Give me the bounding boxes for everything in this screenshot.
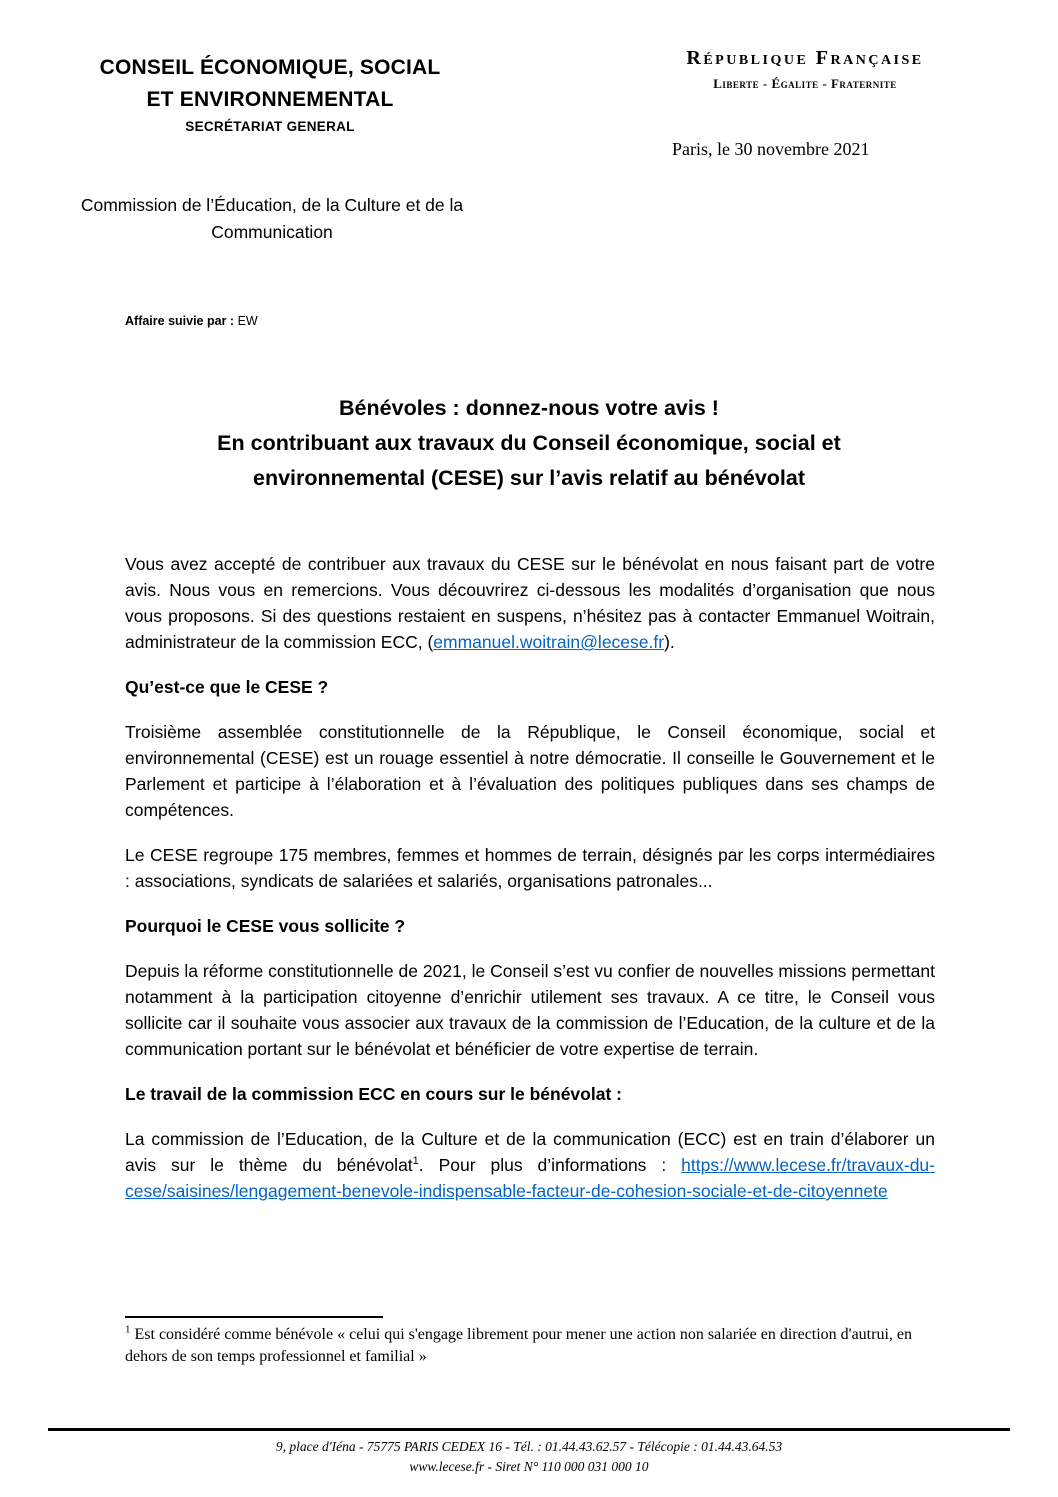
org-name-line2: ET ENVIRONNEMENTAL xyxy=(146,88,394,111)
title-line3: environnemental (CESE) sur l’avis relatif au bénévolat xyxy=(253,466,805,490)
commission-line2: Communication xyxy=(211,222,333,242)
commission-name xyxy=(58,192,486,246)
section1-heading: Qu’est-ce que le CESE ? xyxy=(125,677,329,697)
section1-paragraph2: Le CESE regroupe 175 membres, femmes et hommes de terrain, désignés par les corps intermédiaires : associations, syndicats de salariées et salariés, organisations patronales... xyxy=(125,845,935,891)
footer-rule xyxy=(48,1428,1010,1431)
org-name-line1: CONSEIL ÉCONOMIQUE, SOCIAL xyxy=(99,56,441,79)
cese-url-link[interactable]: https://www.lecese.fr/travaux-du-cese/saisines/lengagement-benevole-indispensable-facteur-de-cohesion-sociale-et-de-citoyennete xyxy=(125,1155,935,1201)
title-line1: Bénévoles : donnez-nous votre avis ! xyxy=(339,396,719,420)
section2-paragraph1: Depuis la réforme constitutionnelle de 2021, le Conseil s’est vu confier de nouvelles missions permettant notamment à la participation citoyenne d’enrichir utilement ses travaux. A ce titre, le Conseil vous sollicite car il souhaite vous associer aux travaux de la commission de l’Education, de la culture et de la communication portant sur le bénévolat et bénéficier de votre expertise de terrain. xyxy=(125,961,935,1059)
commission-line1: Commission de l’Éducation, de la Culture et de la xyxy=(80,195,464,215)
section3-heading: Le travail de la commission ECC en cours sur le bénévolat : xyxy=(125,1084,622,1104)
section3-paragraph1 xyxy=(125,1126,935,1204)
footnote-reference: 1 xyxy=(412,1155,419,1168)
footnote-text xyxy=(125,1324,937,1368)
org-letterhead xyxy=(98,52,442,136)
republic-motto: Liberte - Égalite - Fraternite xyxy=(713,76,897,91)
case-handler-value: EW xyxy=(237,314,258,328)
footnote-marker: 1 xyxy=(125,1323,131,1336)
body-text xyxy=(125,551,935,1204)
case-handler-line xyxy=(125,313,258,329)
page-footer xyxy=(0,1437,1058,1477)
republic-letterhead xyxy=(672,46,938,160)
dateline: Paris, le 30 novembre 2021 xyxy=(672,139,870,159)
intro-text: Vous avez accepté de contribuer aux travaux du CESE sur le bénévolat en nous faisant part de votre avis. Nous vous en remercions. Vous découvrirez ci-dessous les modalités d’organisation que nous vous proposons. Si des questions restaient en suspens, n’hésitez pas à contacter Emmanuel Woitrain, administrateur de la commission ECC, ( xyxy=(125,554,935,652)
document-title xyxy=(0,391,1058,496)
republic-title: République Française xyxy=(686,47,924,69)
title-line2: En contribuant aux travaux du Conseil économique, social et xyxy=(217,431,841,455)
footnote-separator xyxy=(125,1316,383,1318)
footnote-body: Est considéré comme bénévole « celui qui s'engage librement pour mener une action non salariée en direction d'autrui, en dehors de son temps professionnel et familial » xyxy=(125,1326,912,1365)
section2-heading: Pourquoi le CESE vous sollicite ? xyxy=(125,916,406,936)
section3-text-mid: . Pour plus d’informations : xyxy=(418,1155,682,1175)
intro-paragraph xyxy=(125,551,935,655)
footnote-area xyxy=(125,1316,937,1368)
org-subtitle: SECRÉTARIAT GENERAL xyxy=(185,119,355,134)
footer-address-line: 9, place d'Iéna - 75775 PARIS CEDEX 16 - Tél. : 01.44.43.62.57 - Télécopie : 01.44.43.64.53 xyxy=(275,1439,783,1454)
email-link[interactable]: emmanuel.woitrain@lecese.fr xyxy=(433,632,665,652)
section3-text: La commission de l’Education, de la Culture et de la communication (ECC) est en train d’élaborer un avis sur le thème du bénévolat xyxy=(125,1129,935,1175)
section1-paragraph1: Troisième assemblée constitutionnelle de la République, le Conseil économique, social et environnemental (CESE) est un rouage essentiel à notre démocratie. Il conseille le Gouvernement et le Parlement et participe à l’élaboration et à l’évaluation des politiques publiques dans ses champs de compétences. xyxy=(125,722,935,820)
case-handler-label: Affaire suivie par : xyxy=(125,314,235,328)
footer-siret-line: www.lecese.fr - Siret N° 110 000 031 000 10 xyxy=(409,1459,649,1474)
intro-text-end: ). xyxy=(664,632,675,652)
